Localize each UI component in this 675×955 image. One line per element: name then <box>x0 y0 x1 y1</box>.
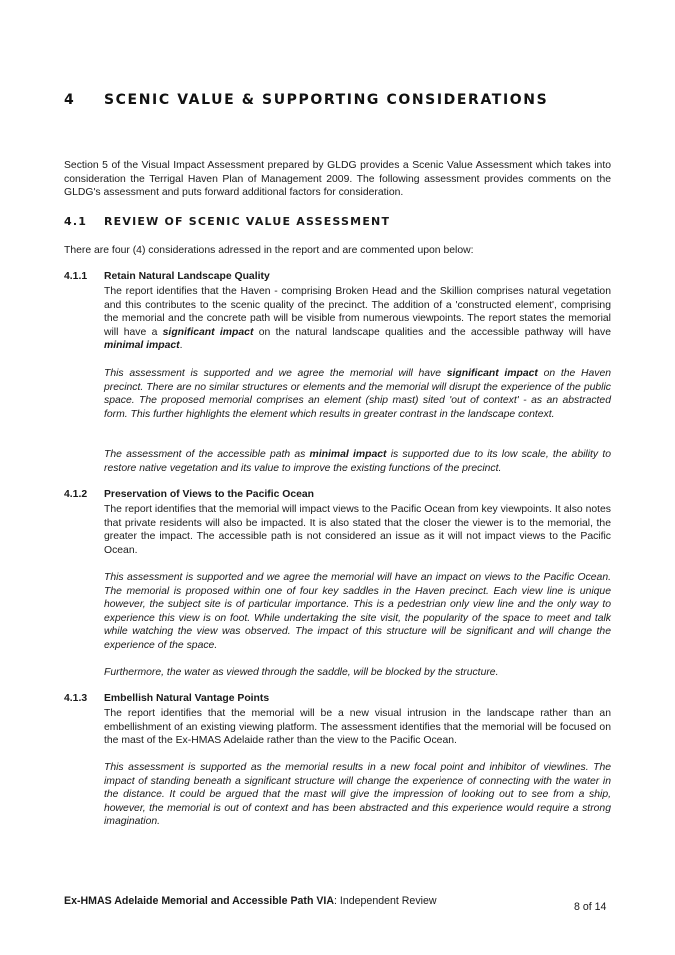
footer-title: Ex-HMAS Adelaide Memorial and Accessible Path VIA: Independent Review <box>64 895 437 907</box>
paragraph: The report identifies that the memorial will impact views to the Pacific Ocean from key viewpoints. It also notes that private residents will also be impacted. It is also stated that the closer the viewer is to the memorial, the greater the impact. The accessible path is not considered an issue as it will not impact views to the Pacific Ocean. <box>104 504 611 556</box>
sub-title: Preservation of Views to the Pacific Ocean <box>104 489 315 500</box>
section-heading <box>64 92 548 108</box>
emphasis: minimal impact <box>309 449 387 460</box>
section-title: SCENIC VALUE & SUPPORTING CONSIDERATIONS <box>104 92 549 108</box>
emphasis: significant impact <box>162 326 254 338</box>
intro-paragraph: Section 5 of the Visual Impact Assessment prepared by GLDG provides a Scenic Value Assessment which takes into consideration the Terrigal Haven Plan of Management 2009. The following assessment provides comments on the GLDG's assessment and puts forward additional factors for consideration. <box>64 160 611 199</box>
sub-number: 4.1.1 <box>64 271 88 282</box>
emphasis: minimal impact <box>104 340 180 352</box>
paragraph-comment: This assessment is supported and we agree the memorial will have an impact on views to the Pacific Ocean. The memorial is proposed within one of four key saddles in the Haven precinct. Each view line is unique however, the subject site is of particular importance. This is a pedestrian only view line and the only way to experience this view is on foot. While undertaking the site visit, the popularity of the space to meet and talk while watching the view was observed. The impact of this structure will be significant and will change the experience of the space. <box>104 572 611 651</box>
paragraph-comment: This assessment is supported and we agree the memorial will have significant impact on the Haven precinct. There are no similar structures or elements and the memorial will disrupt the experience of the public space. The proposed memorial comprises an element (ship mast) sited 'out of context' - as an abstracted form. This further highlights the element which results in greater contrast in the landscape context. <box>104 368 612 420</box>
sub-heading-4-1-3 <box>64 693 269 704</box>
paragraph: The report identifies that the memorial will be a new visual intrusion in the landscape rather than an embellishment of an existing viewing platform. The assessment identifies that the memorial will be focused on the mast of the Ex-HMAS Adelaide rather than the view to the Pacific Ocean. <box>104 708 611 747</box>
emphasis: significant impact <box>446 368 538 379</box>
paragraph-comment: The assessment of the accessible path as minimal impact is supported due to its low scale, the ability to restore native vegetation and its value to improve the existing functions of the precinct. <box>104 449 611 474</box>
sub-title: Embellish Natural Vantage Points <box>104 693 270 704</box>
sub-heading-4-1-2 <box>64 489 314 500</box>
paragraph: The report identifies that the Haven - comprising Broken Head and the Skillion comprises natural vegetation and this contributes to the scenic quality of the precinct. The addition of a 'constructed element', comprising the memorial and the concrete path will be visible from numerous viewpoints. The report states the memorial will have a significant impact on the natural landscape qualities and the accessible pathway will have minimal impact. <box>104 286 611 352</box>
paragraph-comment: Furthermore, the water as viewed through the saddle, will be blocked by the structure. <box>104 667 499 678</box>
paragraph-comment: This assessment is supported as the memorial results in a new focal point and inhibitor of viewlines. The impact of standing beneath a significant structure will change the experience of connecting with the water in the distance. It could be argued that the mast will give the impression of looking out to see from a ship, however, the memorial is out of context and has been abstracted and this experience would require a strong imagination. <box>104 762 611 828</box>
section-number: 4 <box>64 92 76 108</box>
subsection-title: REVIEW OF SCENIC VALUE ASSESSMENT <box>104 215 391 228</box>
subsection-heading <box>64 215 390 228</box>
sub-number: 4.1.3 <box>64 693 88 704</box>
page-number: 8 of 14 <box>574 901 607 913</box>
sub-number: 4.1.2 <box>64 489 88 500</box>
subsection-lead: There are four (4) considerations adressed in the report and are commented upon below: <box>64 245 474 256</box>
sub-title: Retain Natural Landscape Quality <box>104 271 270 282</box>
subsection-number: 4.1 <box>64 215 88 228</box>
sub-heading-4-1-1 <box>64 271 270 282</box>
